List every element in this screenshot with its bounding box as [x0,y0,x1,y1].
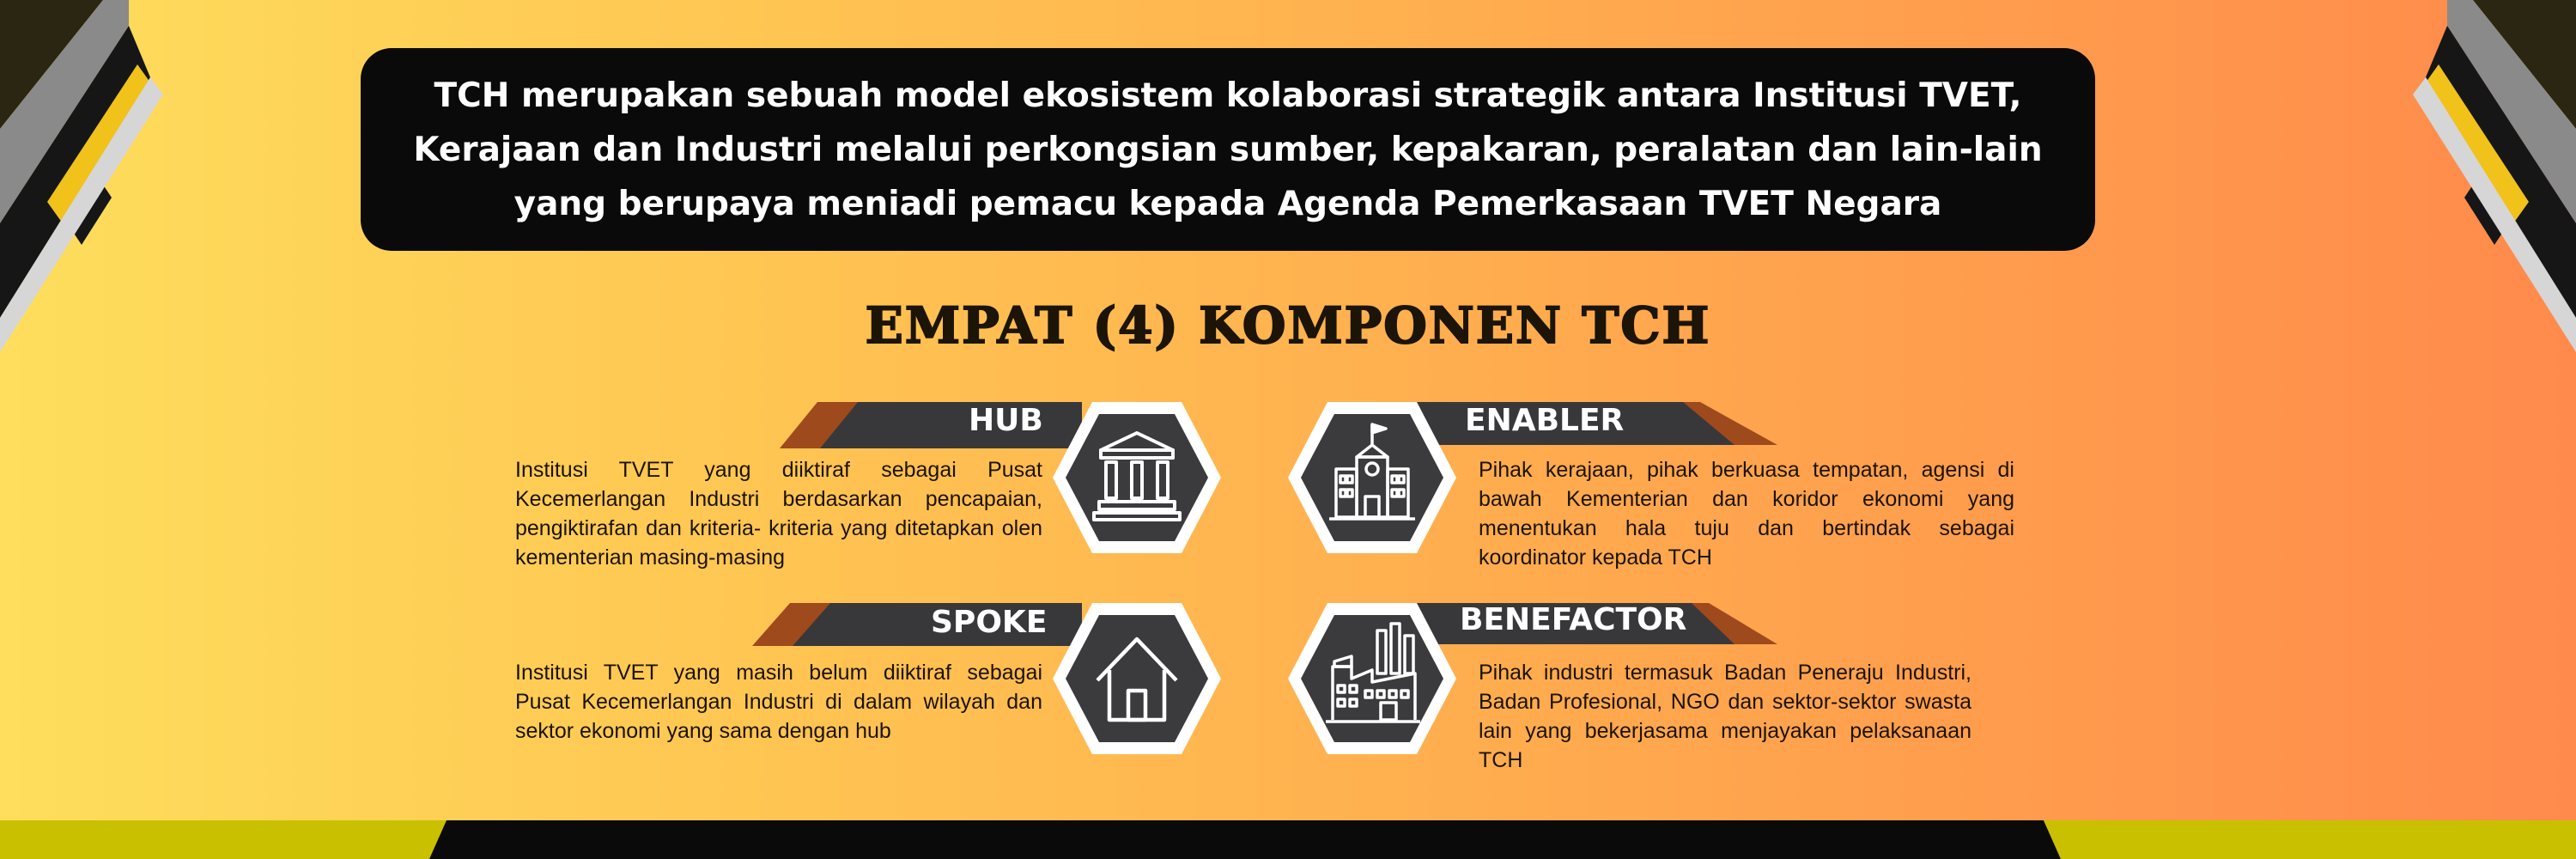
enabler-description: Pihak kerajaan, pihak berkuasa tempatan, agensi di bawah Kementerian dan koridor ekonomi yang menentukan hala tuju dan bertindak sebagai koordinator kepada TCH [1479,458,2014,570]
spoke-label: SPOKE [931,605,1048,640]
hub-label: HUB [969,403,1043,438]
benefactor-hexagon [1286,601,1458,756]
hub-hexagon [1051,400,1223,555]
enabler-label: ENABLER [1465,403,1625,438]
enabler-hexagon [1286,400,1458,555]
section-heading: EMPAT (4) KOMPONEN TCH [865,296,1711,355]
intro-text: TCH merupakan sebuah model ekosistem kolaborasi strategik antara Institusi TVET, Kerajaan dan Industri melalui perkongsian sumber, kepakaran, peralatan dan lain-lain yang berupaya meniadi pemacu kepada Agenda Pemerkasaan TVET Negara [413,76,2043,223]
spoke-description: Institusi TVET yang masih belum diiktiraf sebagai Pusat Kecemerlangan Industri di dalam wilayah dan sektor ekonomi yang sama dengan hub [515,661,1042,743]
spoke-hexagon [1051,601,1223,756]
benefactor-label: BENEFACTOR [1460,602,1687,637]
benefactor-description: Pihak industri termasuk Badan Peneraju Industri, Badan Profesional, NGO dan sektor-sektor swasta lain yang bekerjasama menjayakan pelaksanaan TCH [1479,661,1971,772]
hub-description: Institusi TVET yang diiktiraf sebagai Pusat Kecemerlangan Industri berdasarkan pencapaian, pengiktirafan dan kriteria- kriteria yang ditetapkan olen kementerian masing-masing [515,458,1042,570]
